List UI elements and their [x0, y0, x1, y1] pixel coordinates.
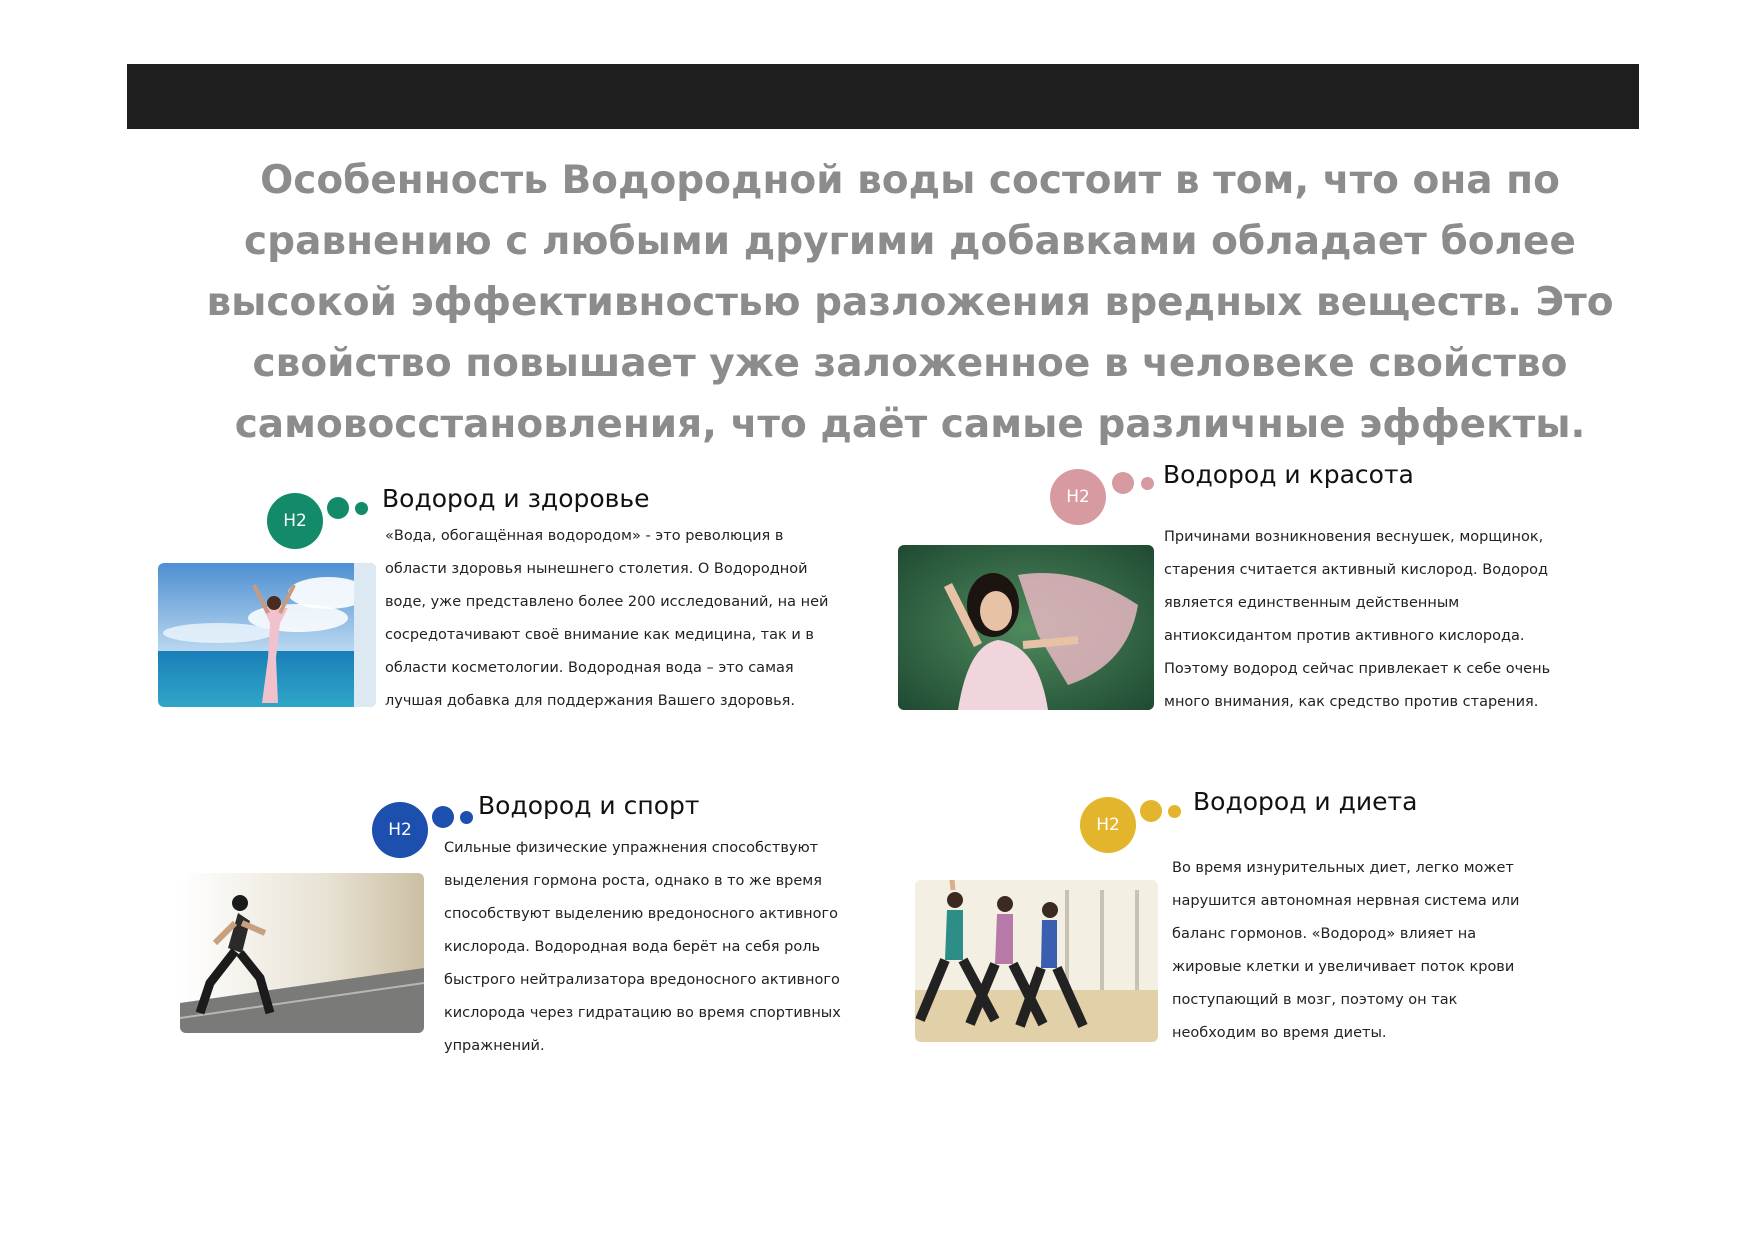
headline-line: Особенность Водородной воды состоит в том, что она по: [260, 158, 1560, 203]
dot-icon: [1141, 477, 1154, 490]
section-title: Водород и здоровье: [382, 484, 650, 513]
headline-line: самовосстановления, что даёт самые различные эффекты.: [234, 402, 1586, 447]
h2-badge-icon: H2: [267, 493, 323, 549]
dot-icon: [1140, 800, 1162, 822]
dot-icon: [1168, 805, 1181, 818]
dot-icon: [327, 497, 349, 519]
dot-icon: [1112, 472, 1134, 494]
section-title: Водород и диета: [1193, 787, 1418, 816]
woman-portrait-photo: [898, 545, 1154, 710]
headline-line: свойство повышает уже заложенное в человеке свойство: [252, 341, 1568, 386]
section-text: «Вода, обогащённая водородом» - это революция в области здоровья нынешнего столетия. О Водородной воде, уже представлено более 200 исследований, на ней сосредотачивают своё внимание как медицина, так и в области косметологии. Водородная вода – это самая лучшая добавка для поддержания Вашего здоровья.: [385, 528, 829, 709]
headline-line: сравнению с любыми другими добавками обладает более: [244, 219, 1576, 264]
beach-woman-photo: [158, 563, 376, 707]
headline-line: высокой эффективностью разложения вредных веществ. Это: [206, 280, 1614, 325]
dot-icon: [355, 502, 368, 515]
runner-photo: [180, 873, 424, 1033]
dot-icon: [432, 806, 454, 828]
section-text: Причинами возникновения веснушек, морщинок, старения считается активный кислород. Водород является единственным действенным антиоксидантом против активного кислорода. Поэтому водород сейчас привлекает к себе очень много внимания, как средство против старения.: [1164, 529, 1551, 710]
section-title: Водород и красота: [1163, 460, 1414, 489]
h2-badge-icon: H2: [1080, 797, 1136, 853]
section-title: Водород и спорт: [478, 791, 700, 820]
yoga-class-photo: [915, 880, 1158, 1042]
headline: [200, 150, 1620, 455]
dot-icon: [460, 811, 473, 824]
top-black-bar: [127, 64, 1639, 129]
h2-badge-icon: H2: [372, 802, 428, 858]
section-text: Сильные физические упражнения способствуют выделения гормона роста, однако в то же время способствуют выделению вредоносного активного кислорода. Водородная вода берёт на себя роль быстрого нейтрализатора вредоносного активного кислорода через гидратацию во время спортивных упражнений.: [444, 840, 841, 1054]
h2-badge-icon: H2: [1050, 469, 1106, 525]
section-text: Во время изнурительных диет, легко может нарушится автономная нервная система или баланс гормонов. «Водород» влияет на жировые клетки и увеличивает поток крови поступающий в мозг, поэтому он так необходим во время диеты.: [1172, 860, 1520, 1041]
